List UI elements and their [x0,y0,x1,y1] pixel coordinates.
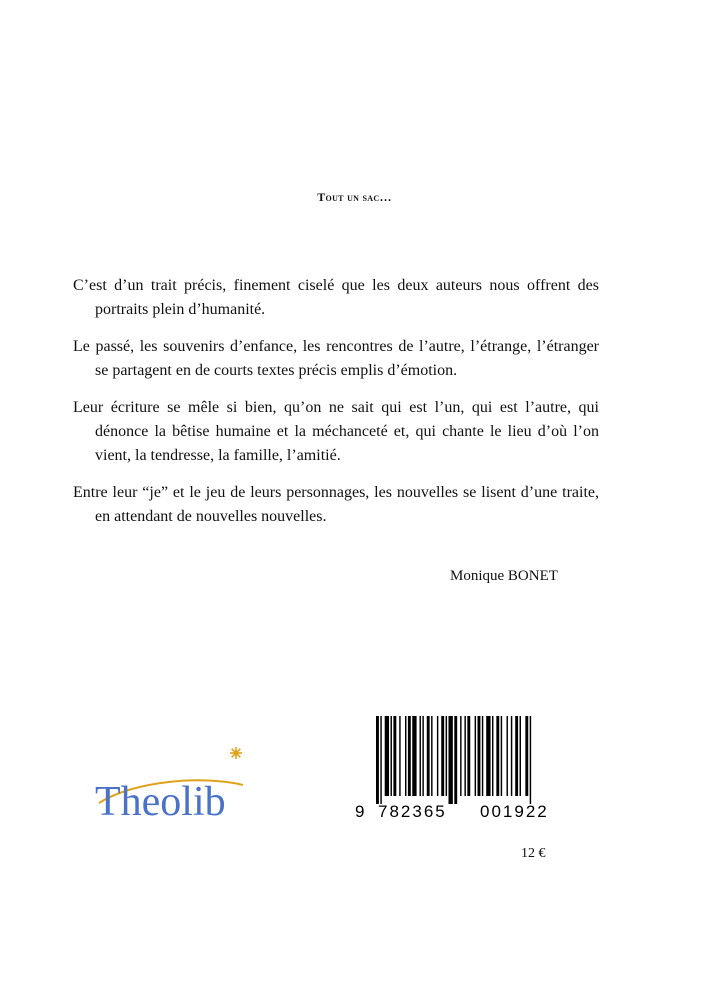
barcode-bar [464,716,465,796]
publisher-logo [93,745,263,825]
barcode-bar [525,716,528,796]
barcode-bar [511,716,512,796]
barcode-bar [441,716,444,796]
barcode-digits-right: 001922 [480,802,549,821]
barcode-bar [393,716,396,796]
barcode-bar [482,716,483,796]
book-title: Tout un sac… [317,190,392,204]
price: 12 € [521,846,546,861]
barcode-bar [460,716,461,796]
barcode-bar [530,716,531,804]
barcode-bar [431,716,432,796]
star-icon [230,747,242,759]
barcode-bar [391,716,392,796]
barcode-bar [492,716,493,796]
barcode-bar [496,716,499,796]
barcode-bar [467,716,470,796]
barcode-digit-first: 9 [355,802,365,821]
paragraph-3: Leur écriture se mêle si bien, qu’on ne sait qui est l’un, qui est l’autre, qui dénonce la bêtise humaine et la méchanceté et, qui chante le lieu d’où l’on vient, la tendresse, la famille, l’amitié. [73,399,599,464]
paragraph-2: Le passé, les souvenirs d’enfance, les rencontres de l’autre, l’étrange, l’étranger se partagent en de courts textes précis emplis d’émotion. [73,338,599,379]
barcode-bar [412,716,416,796]
paragraph-4: Entre leur “je” et le jeu de leurs personnages, les nouvelles se lisent d’une traite, en attendant de nouvelles nouvelles. [73,484,599,525]
barcode-bar [385,716,389,796]
barcode-bar [475,716,476,796]
barcode-bar [437,716,438,796]
barcode-bar [486,716,490,796]
barcode-bar [501,716,502,796]
barcode-bar [515,716,518,796]
barcode-bar [420,716,421,796]
barcode-digits-left: 782365 [378,802,447,821]
paragraph-1: C’est d’un trait précis, finement ciselé que les deux auteurs nous offrent des portraits plein d’humanité. [73,277,599,318]
back-cover-text [73,274,599,542]
barcode-bar [422,716,423,796]
barcode-bar [399,716,400,796]
barcode-bar [408,716,411,796]
barcode-bar [376,716,379,804]
barcode-bar [454,716,457,804]
signature: Monique BONET [450,568,558,584]
barcode-bar [380,716,381,804]
barcode-bar [478,716,481,796]
barcode-bar [427,716,430,796]
barcode-bar [507,716,508,796]
barcode-bar [405,716,406,796]
barcode-bar [446,716,447,796]
barcode-bars [376,716,531,804]
barcode-bar [449,716,453,804]
logo-text: Theolib [95,779,226,825]
isbn-barcode [352,712,582,827]
barcode-bar [520,716,521,796]
